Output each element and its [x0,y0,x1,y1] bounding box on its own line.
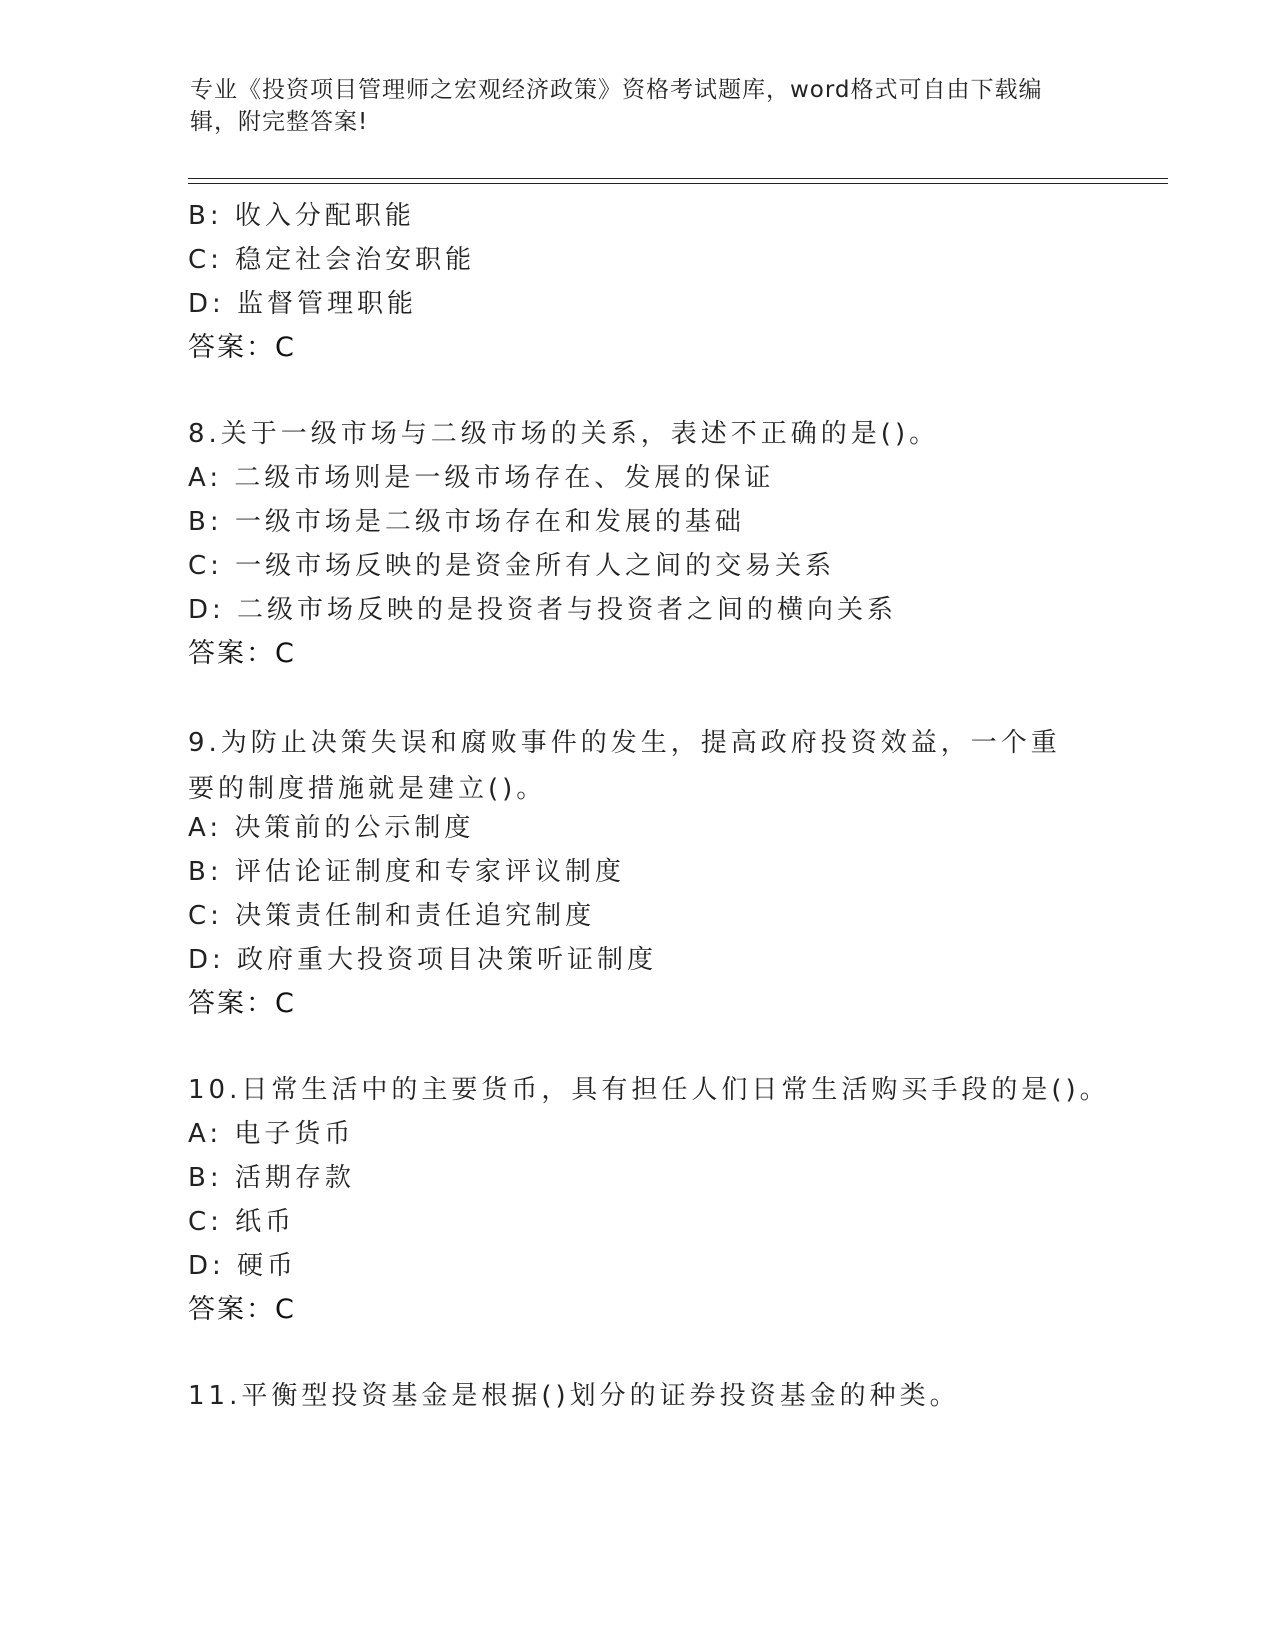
q10-option-d: D: 硬币 [188,1251,298,1281]
q8-option-b: B: 一级市场是二级市场存在和发展的基础 [188,507,745,537]
q9-option-c: C: 决策责任制和责任追究制度 [188,901,596,931]
q9-option-a: A: 决策前的公示制度 [188,813,475,843]
q8-option-d: D: 二级市场反映的是投资者与投资者之间的横向关系 [188,595,898,625]
q8-option-c: C: 一级市场反映的是资金所有人之间的交易关系 [188,551,836,581]
q9-answer: 答案：C [188,988,296,1019]
q8-option-a: A: 二级市场则是一级市场存在、发展的保证 [188,463,775,493]
q9-question: 9.为防止决策失误和腐败事件的发生，提高政府投资效益，一个重要的制度措施就是建立()。 [188,728,1061,804]
q10-option-b: B: 活期存款 [188,1163,355,1193]
q7-option-b: B: 收入分配职能 [188,201,415,231]
q10-answer: 答案：C [188,1294,296,1325]
q9-option-b: B: 评估论证制度和专家评议制度 [188,857,625,887]
header-rule-bottom [188,183,1168,184]
q10-option-c: C: 纸币 [188,1207,296,1237]
q11-question: 11.平衡型投资基金是根据()划分的证券投资基金的种类。 [188,1381,960,1411]
q10-question: 10.日常生活中的主要货币，具有担任人们日常生活购买手段的是()。 [188,1075,1110,1105]
q9-option-d: D: 政府重大投资项目决策听证制度 [188,945,658,975]
header-rule-top [188,178,1168,179]
q8-question: 8.关于一级市场与二级市场的关系，表述不正确的是()。 [188,419,940,449]
document-header: 专业《投资项目管理师之宏观经济政策》资格考试题库，word格式可自由下载编辑，附完整答案! [190,77,1043,135]
q7-option-d: D: 监督管理职能 [188,289,418,319]
q8-answer: 答案：C [188,638,296,669]
q7-option-c: C: 稳定社会治安职能 [188,245,476,275]
q10-option-a: A: 电子货币 [188,1119,355,1149]
q7-answer: 答案：C [188,332,296,363]
